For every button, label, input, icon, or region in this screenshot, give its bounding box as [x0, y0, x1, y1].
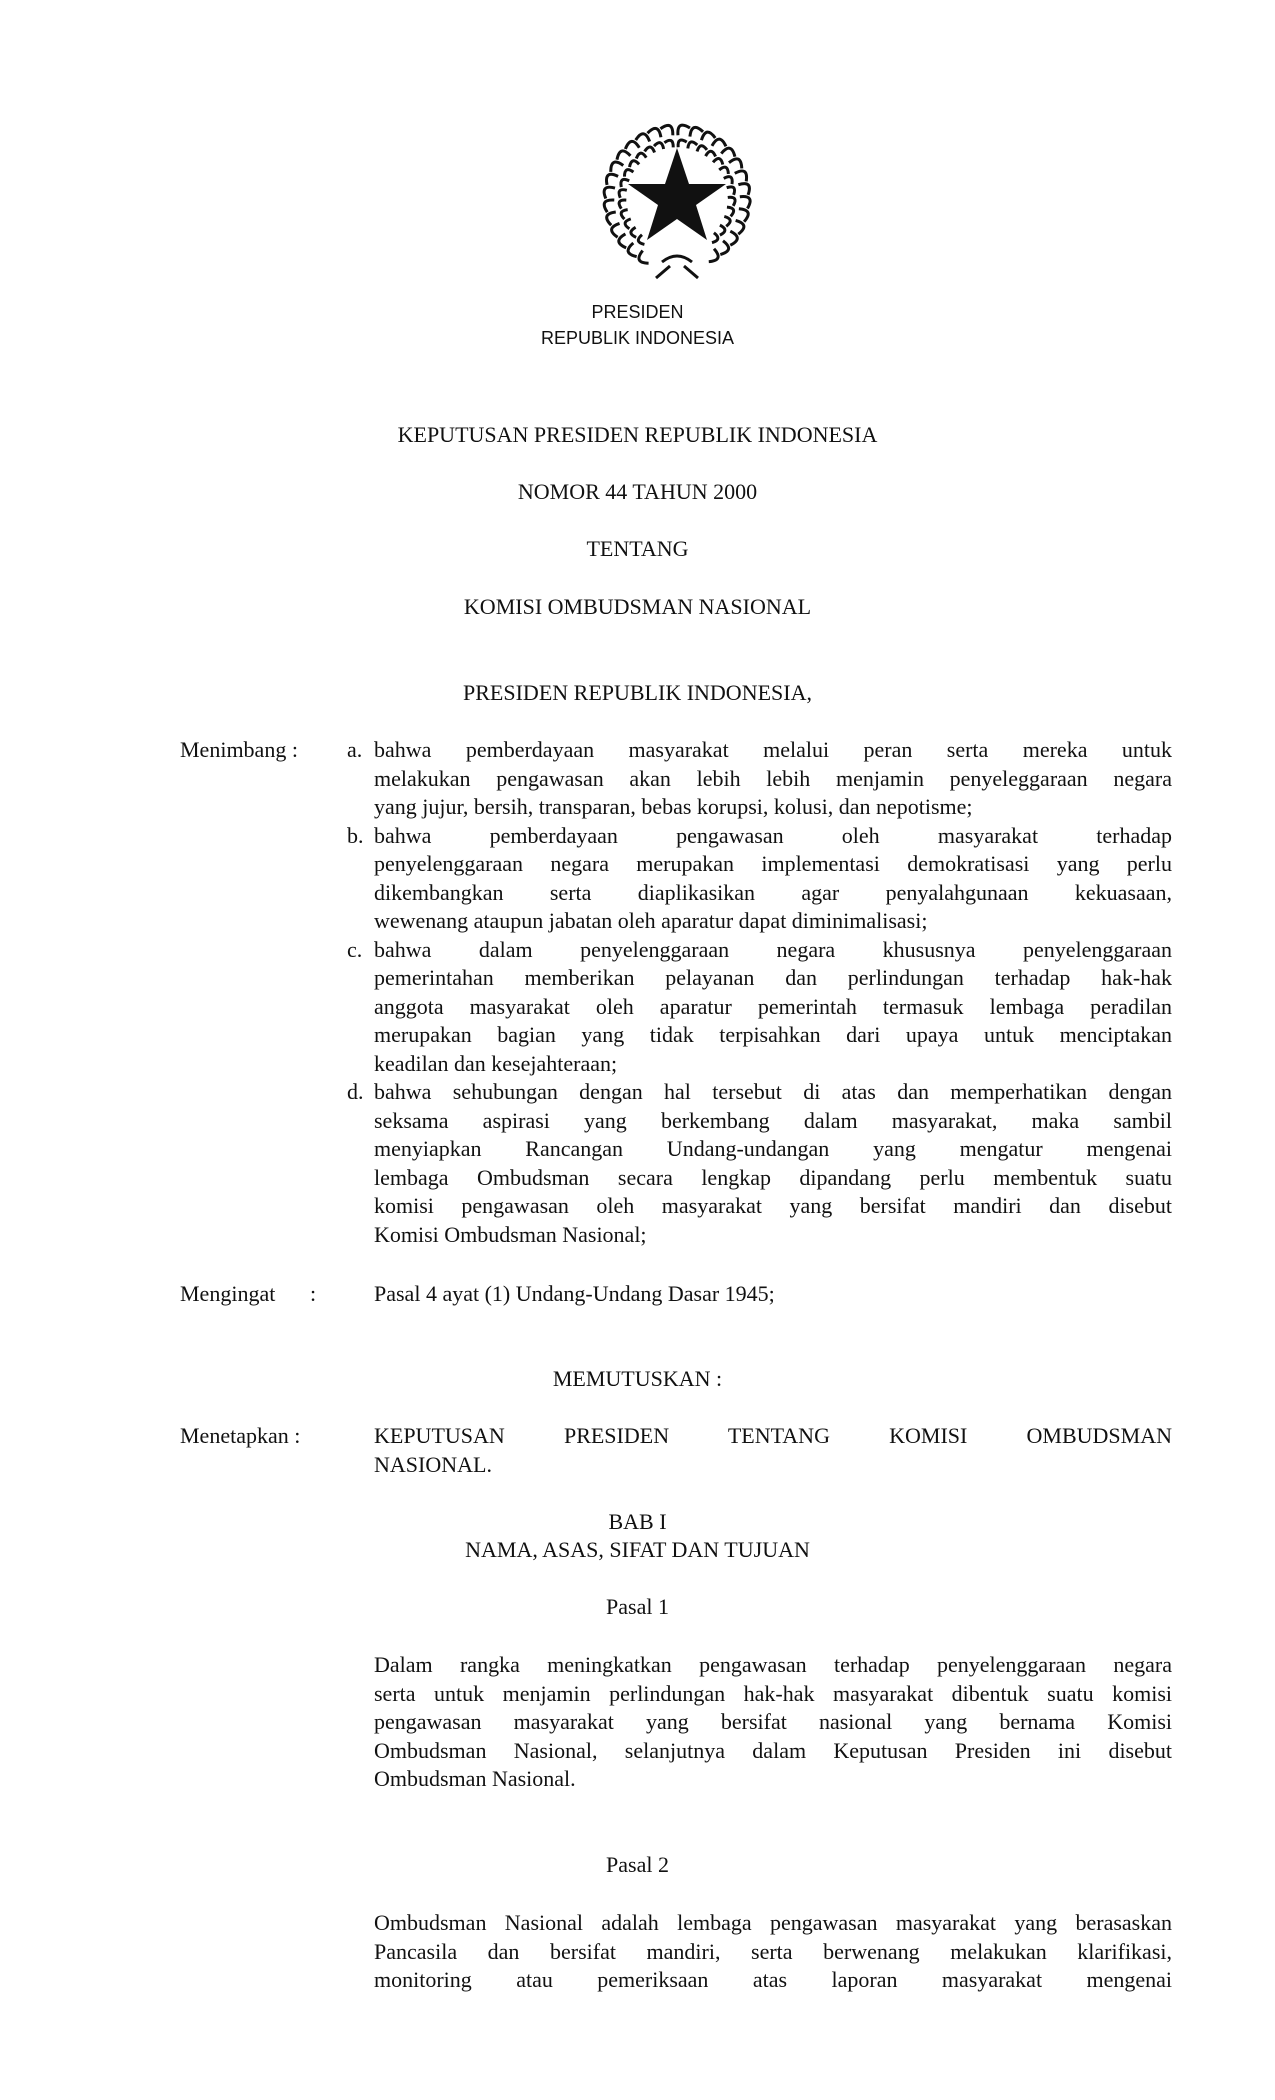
text-line: bahwa sehubungan dengan hal tersebut di atas dan memperhatikan dengan — [374, 1079, 1172, 1104]
text-line: yang jujur, bersih, transparan, bebas korupsi, kolusi, dan nepotisme; — [374, 794, 973, 819]
mengingat-text: Pasal 4 ayat (1) Undang-Undang Dasar 1945; — [374, 1281, 775, 1306]
text-line: pemerintahan memberikan pelayanan dan perlindungan terhadap hak-hak — [374, 965, 1172, 990]
pasal-1-body — [374, 1651, 1172, 1794]
text-line: seksama aspirasi yang berkembang dalam masyarakat, maka sambil — [374, 1107, 1172, 1133]
pasal-2-body — [374, 1909, 1172, 1995]
bab-title: NAMA, ASAS, SIFAT DAN TUJUAN — [465, 1537, 810, 1562]
garuda-star-emblem — [592, 116, 762, 284]
bab-number: BAB I — [608, 1509, 667, 1534]
text-line: bahwa pemberdayaan pengawasan oleh masyarakat terhadap — [374, 822, 1172, 848]
text-line: pengawasan masyarakat yang bersifat nasional yang bernama Komisi — [374, 1709, 1172, 1734]
menetapkan-text — [374, 1422, 1172, 1479]
decree-issuer: PRESIDEN REPUBLIK INDONESIA, — [463, 680, 812, 705]
text-line: NASIONAL. — [374, 1451, 492, 1477]
menimbang-item — [374, 936, 1172, 1079]
text-line: Ombudsman Nasional, selanjutnya dalam Keputusan Presiden ini disebut — [374, 1737, 1172, 1763]
text-line: Pancasila dan bersifat mandiri, serta berwenang melakukan klarifikasi, — [374, 1938, 1172, 1964]
mengingat-label: Mengingat — [180, 1281, 276, 1306]
item-letter: c. — [347, 936, 363, 962]
text-line: bahwa dalam penyelenggaraan negara khususnya penyelenggaraan — [374, 936, 1172, 962]
decree-about: TENTANG — [586, 536, 689, 561]
text-line: serta untuk menjamin perlindungan hak-hak masyarakat dibentuk suatu komisi — [374, 1680, 1172, 1706]
text-line: KEPUTUSAN PRESIDEN TENTANG KOMISI OMBUDSMAN — [374, 1423, 1172, 1448]
decree-number: NOMOR 44 TAHUN 2000 — [517, 479, 758, 504]
text-line: monitoring atau pemeriksaan atas laporan masyarakat mengenai — [374, 1967, 1172, 1992]
text-line: merupakan bagian yang tidak terpisahkan dari upaya untuk menciptakan — [374, 1022, 1172, 1047]
menimbang-item — [374, 1078, 1172, 1249]
emblem-label-republik: REPUBLIK INDONESIA — [540, 328, 735, 348]
text-line: Komisi Ombudsman Nasional; — [374, 1221, 647, 1247]
emblem-label-presiden: PRESIDEN — [591, 302, 684, 322]
mengingat-colon: : — [310, 1281, 317, 1306]
text-line: penyelenggaraan negara merupakan implementasi demokratisasi yang perlu — [374, 851, 1172, 876]
pasal-2-heading: Pasal 2 — [606, 1852, 669, 1877]
pasal-1-heading: Pasal 1 — [606, 1594, 669, 1619]
text-line: bahwa pemberdayaan masyarakat melalui peran serta mereka untuk — [374, 737, 1172, 762]
memutuskan-heading: MEMUTUSKAN : — [552, 1366, 723, 1391]
text-line: Ombudsman Nasional. — [374, 1766, 576, 1791]
item-letter: b. — [347, 822, 364, 848]
text-line: Dalam rangka meningkatkan pengawasan terhadap penyelenggaraan negara — [374, 1652, 1172, 1677]
text-line: komisi pengawasan oleh masyarakat yang bersifat mandiri dan disebut — [374, 1193, 1172, 1218]
text-line: menyiapkan Rancangan Undang-undangan yang mengatur mengenai — [374, 1136, 1172, 1161]
text-line: anggota masyarakat oleh aparatur pemerintah termasuk lembaga peradilan — [374, 993, 1172, 1019]
decree-heading: KEPUTUSAN PRESIDEN REPUBLIK INDONESIA — [397, 422, 878, 447]
decree-subject: KOMISI OMBUDSMAN NASIONAL — [463, 594, 812, 619]
menetapkan-label: Menetapkan : — [180, 1423, 301, 1448]
menimbang-item — [374, 822, 1172, 936]
item-letter: d. — [347, 1079, 364, 1104]
text-line: Ombudsman Nasional adalah lembaga pengawasan masyarakat yang berasaskan — [374, 1910, 1172, 1935]
menimbang-item — [374, 736, 1172, 822]
text-line: wewenang ataupun jabatan oleh aparatur dapat diminimalisasi; — [374, 908, 928, 933]
menimbang-label: Menimbang : — [180, 737, 298, 762]
star-icon — [628, 148, 726, 240]
item-letter: a. — [347, 737, 363, 762]
text-line: dikembangkan serta diaplikasikan agar penyalahgunaan kekuasaan, — [374, 879, 1172, 905]
text-line: melakukan pengawasan akan lebih lebih menjamin penyeleggaraan negara — [374, 765, 1172, 791]
text-line: keadilan dan kesejahteraan; — [374, 1050, 618, 1076]
text-line: lembaga Ombudsman secara lengkap dipandang perlu membentuk suatu — [374, 1164, 1172, 1190]
